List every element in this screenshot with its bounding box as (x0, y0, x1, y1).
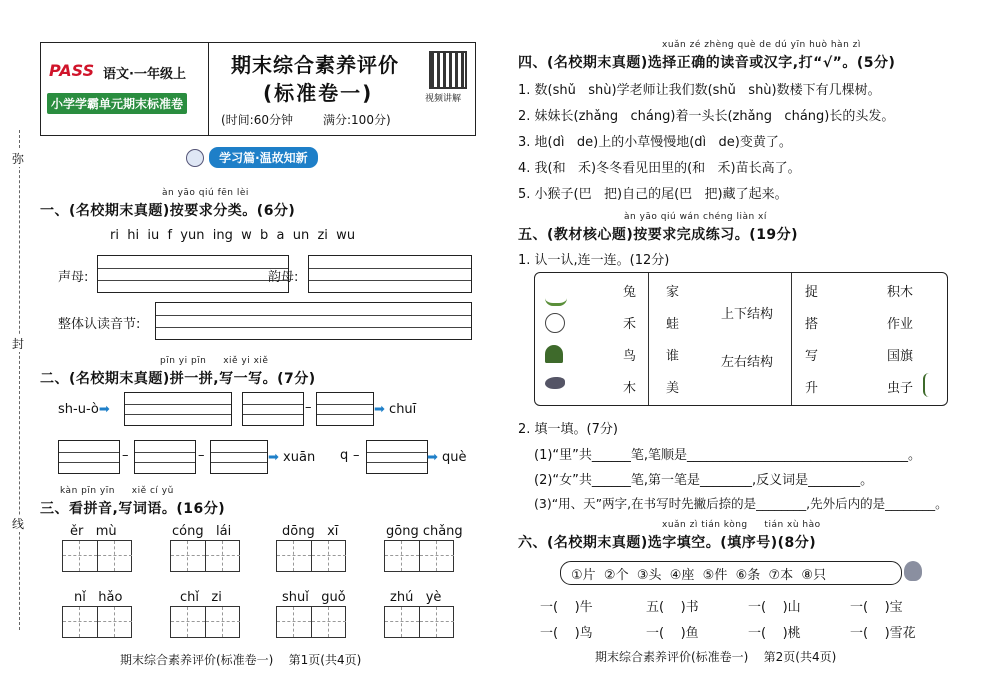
q3-writing-grid[interactable] (170, 606, 240, 638)
match-word[interactable]: 国旗 (887, 349, 914, 364)
section-banner-label: 学习篇·温故知新 (209, 147, 318, 168)
page-subtitle: (标准卷一) (263, 81, 374, 105)
q3-title: 三、看拼音,写词语。(16分) (40, 501, 226, 517)
q2-end1: ➡ chuī (374, 402, 417, 417)
section-banner (186, 147, 318, 167)
q1-letters: ri hi iu f yun ing w b a un zi wu (110, 228, 356, 243)
q2-start1: sh-u-ò➡ (58, 402, 110, 417)
q1-zhengti-box[interactable] (155, 302, 472, 340)
q2-box-6[interactable] (210, 440, 268, 474)
q5-pinyin: àn yāo qiú wán chéng liàn xí (624, 212, 767, 222)
pass-logo: PASS (49, 61, 95, 80)
q6-pinyin: xuǎn zì tián kòng tián xù hào (662, 520, 821, 530)
q2-pinyin: pīn yi pīn xiě yi xiě (160, 356, 269, 366)
match-char[interactable]: 捉 (805, 285, 819, 300)
mascot-icon (186, 149, 204, 167)
margin-seal-char: 封 (12, 337, 25, 351)
match-char[interactable]: 搭 (805, 317, 819, 332)
q6-blank[interactable]: 一( )山 (748, 600, 801, 615)
q4-item: 3. 地(dì de)上的小草慢慢地(dì de)变黄了。 (518, 135, 792, 150)
exam-score: 满分:100分) (323, 113, 391, 127)
q3-writing-grid[interactable] (384, 540, 454, 572)
header-divider (208, 43, 209, 135)
q2-dash: – (353, 448, 360, 463)
q6-blank[interactable]: 一( )鱼 (646, 626, 699, 641)
q3-word-pinyin: cóng lái (172, 524, 232, 539)
q1-yunmu-box[interactable] (308, 255, 472, 293)
footer-right: 期末综合素养评价(标准卷一) 第2页(共4页) (595, 650, 837, 664)
q4-item: 1. 数(shǔ shù)学老师让我们数(shǔ shù)数楼下有几棵树。 (518, 83, 881, 98)
footer-left: 期末综合素养评价(标准卷一) 第1页(共4页) (120, 653, 362, 667)
q4-title: 四、(名校期末真题)选择正确的读音或汉字,打“√”。(5分) (518, 55, 896, 71)
match-char[interactable]: 写 (805, 349, 819, 364)
q3-pinyin: kàn pīn yīn xiě cí yǔ (60, 486, 174, 496)
q4-item: 5. 小猴子(巴 把)自己的尾(巴 把)藏了起来。 (518, 187, 788, 202)
q5-title: 五、(教材核心题)按要求完成练习。(19分) (518, 227, 799, 243)
q5-sub1: 1. 认一认,连一连。(12分) (518, 253, 670, 268)
q2-end3: ➡ què (427, 450, 467, 465)
margin-seal-char: 弥 (12, 152, 25, 166)
q3-word-pinyin: ěr mù (70, 524, 117, 539)
binding-margin (0, 0, 40, 697)
q6-blank[interactable]: 一( )鸟 (540, 626, 593, 641)
match-char[interactable]: 谁 (666, 349, 680, 364)
q2-box-3[interactable] (316, 392, 374, 426)
q3-writing-grid[interactable] (62, 540, 132, 572)
q2-box-4[interactable] (58, 440, 120, 474)
match-char[interactable]: 木 (623, 381, 637, 396)
q3-writing-grid[interactable] (276, 540, 346, 572)
match-char[interactable]: 美 (666, 381, 680, 396)
bird-icon (545, 377, 565, 389)
q2-q-label: q (340, 448, 349, 463)
q2-box-1[interactable] (124, 392, 232, 426)
match-char[interactable]: 鸟 (623, 349, 637, 364)
q3-writing-grid[interactable] (170, 540, 240, 572)
margin-line (19, 130, 20, 630)
q6-blank[interactable]: 五( )书 (646, 600, 699, 615)
match-char[interactable]: 家 (666, 285, 680, 300)
table-divider (648, 273, 649, 405)
q3-word-pinyin: shuǐ guǒ (282, 590, 346, 605)
qr-label: 视频讲解 (425, 94, 462, 104)
margin-seal-char: 线 (12, 517, 25, 531)
q5-fill-item[interactable]: (1)“里”共______笔,笔顺是__________________________________。 (534, 448, 922, 463)
q2-dash: – (305, 400, 312, 415)
q1-yunmu-label: 韵母: (268, 270, 299, 285)
header-box (40, 42, 476, 136)
match-char[interactable]: 升 (805, 381, 819, 396)
q4-item: 2. 妹妹长(zhǎng cháng)着一头长(zhǎng cháng)长的头发。 (518, 109, 895, 124)
seaweed-icon (923, 373, 935, 397)
q3-word-pinyin: gōng chǎng (386, 524, 463, 539)
match-char[interactable]: 蛙 (666, 317, 680, 332)
match-word[interactable]: 虫子 (887, 381, 914, 396)
q6-blank[interactable]: 一( )牛 (540, 600, 593, 615)
q1-zhengti-label: 整体认读音节: (58, 317, 141, 332)
match-char[interactable]: 禾 (623, 317, 637, 332)
q5-fill-item[interactable]: (2)“女”共______笔,第一笔是________,反义词是________。 (534, 473, 874, 488)
structure-label[interactable]: 左右结构 (721, 355, 774, 370)
q3-writing-grid[interactable] (62, 606, 132, 638)
match-char[interactable]: 兔 (623, 285, 637, 300)
q6-title: 六、(名校期末真题)选字填空。(填序号)(8分) (518, 535, 817, 551)
q6-blank[interactable]: 一( )宝 (850, 600, 903, 615)
q2-box-2[interactable] (242, 392, 304, 426)
q2-dash: – (198, 448, 205, 463)
q2-box-5[interactable] (134, 440, 196, 474)
q3-writing-grid[interactable] (384, 606, 454, 638)
tree-icon (545, 345, 563, 363)
q2-box-7[interactable] (366, 440, 428, 474)
q2-dash: – (122, 448, 129, 463)
q5-fill-item[interactable]: (3)“用、天”两字,在书写时先撇后捺的是________,先外后内的是________。 (534, 496, 948, 511)
q3-word-pinyin: dōng xī (282, 524, 339, 539)
owl-icon (904, 561, 922, 581)
q6-blank[interactable]: 一( )桃 (748, 626, 801, 641)
q3-word-pinyin: chǐ zi (180, 590, 222, 605)
q4-pinyin: xuǎn zé zhèng què de dú yīn huò hàn zì (662, 40, 861, 50)
q2-end2: ➡ xuān (268, 450, 316, 465)
q3-writing-grid[interactable] (276, 606, 346, 638)
match-word[interactable]: 积木 (887, 285, 914, 300)
q1-shengmu-label: 声母: (58, 270, 89, 285)
sprout-icon (545, 281, 567, 306)
q5-sub2: 2. 填一填。(7分) (518, 422, 618, 437)
series-label: 小学学霸单元期末标准卷 (47, 93, 187, 114)
q1-title: 一、(名校期末真题)按要求分类。(6分) (40, 203, 296, 219)
q4-item: 4. 我(和 禾)冬冬看见田里的(和 禾)苗长高了。 (518, 161, 801, 176)
q2-title: 二、(名校期末真题)拼一拼,写一写。(7分) (40, 371, 316, 387)
q6-blank[interactable]: 一( )雪花 (850, 626, 916, 641)
page-title: 期末综合素养评价 (231, 53, 399, 77)
subject-label: 语文·一年级上 (103, 67, 186, 82)
q6-options: ①片 ②个 ③头 ④座 ⑤件 ⑥条 ⑦本 ⑧只 (571, 568, 827, 583)
q3-word-pinyin: zhú yè (390, 590, 442, 605)
exam-time: (时间:60分钟 (221, 113, 293, 127)
rabbit-icon (545, 313, 565, 333)
q6-options-box (560, 561, 902, 585)
matching-table (534, 272, 948, 406)
q1-pinyin: àn yāo qiú fēn lèi (162, 188, 249, 198)
qr-code-icon[interactable] (429, 51, 467, 89)
table-divider (791, 273, 792, 405)
q3-word-pinyin: nǐ hǎo (74, 590, 123, 605)
q1-shengmu-box[interactable] (97, 255, 289, 293)
match-word[interactable]: 作业 (887, 317, 914, 332)
structure-label[interactable]: 上下结构 (721, 307, 774, 322)
